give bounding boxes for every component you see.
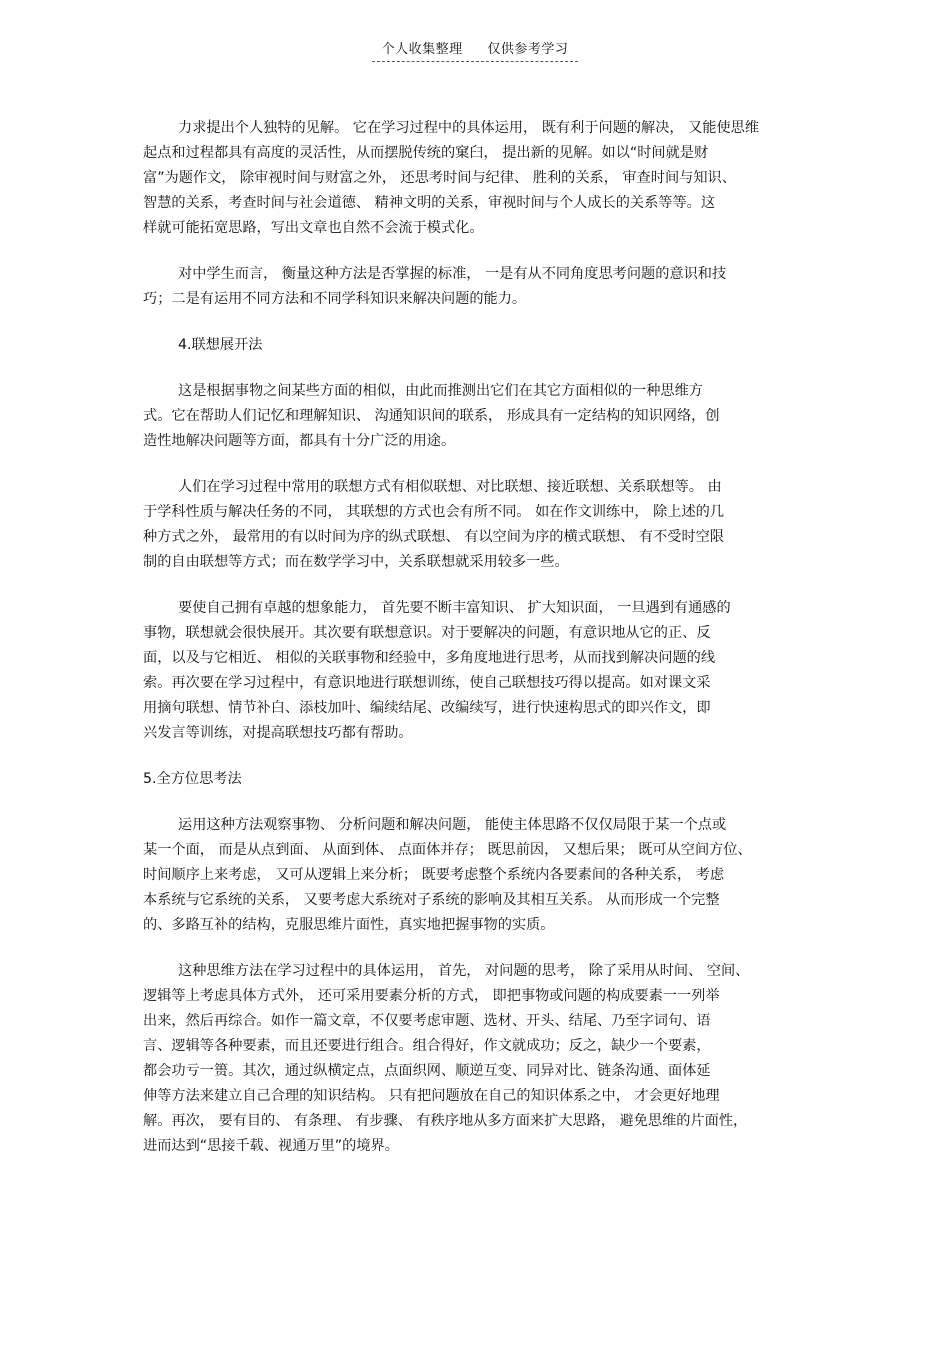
text-line: 这种思维方法在学习过程中的具体运用， 首先， 对问题的思考， 除了采用从时间、 空间、: [178, 963, 750, 979]
page-header: [0, 38, 950, 62]
paragraph-gap: [143, 241, 811, 262]
text-line: 对中学生而言， 衡量这种方法是否掌握的标准， 一是有从不同角度思考问题的意识和技: [178, 266, 727, 282]
text-line: 种方式之外， 最常用的有以时间为序的纵式联想、 有以空间为序的横式联想、 有不受时空限: [143, 529, 725, 545]
paragraph-gap: [143, 312, 811, 333]
text-line: 于学科性质与解决任务的不同， 其联想的方式也会有所不同。 如在作文训练中， 除上述的几: [143, 504, 725, 520]
text-line: 造性地解决问题等方面，都具有十分广泛的用途。: [143, 433, 456, 449]
section-heading: 5.全方位思考法: [143, 771, 242, 787]
text-line: 富”为题作文， 除审视时间与财富之外， 还思考时间与纪律、 胜利的关系， 审查时间与知识、: [143, 170, 736, 186]
text-line: 样就可能拓宽思路，写出文章也自然不会流于模式化。: [143, 220, 484, 236]
text-line: 逻辑等上考虑具体方式外， 还可采用要素分析的方式， 即把事物或问题的构成要素一一列举: [143, 988, 720, 1004]
paragraph-gap: [143, 575, 811, 596]
text-line: 时间顺序上来考虑， 又可从逻辑上来分析； 既要考虑整个系统内各要素间的各种关系， 考虑: [143, 867, 725, 883]
text-line: 面，以及与它相近、 相似的关联事物和经验中，多角度地进行思考，从而找到解决问题的线: [143, 650, 716, 666]
paragraph: [143, 596, 811, 746]
document-body: [143, 116, 811, 1159]
text-line: 言、逻辑等各种要素，而且还要进行组合。组合得好，作文就成功；反之，缺少一个要素，: [143, 1038, 711, 1054]
text-line: 兴发言等训练，对提高联想技巧都有帮助。: [143, 725, 413, 741]
text-line: 某一个面， 而是从点到面、 从面到体、 点面体并存； 既思前因， 又想后果； 既可从空间方位、: [143, 842, 752, 858]
paragraph: [143, 379, 811, 454]
paragraph-gap: [143, 746, 811, 767]
text-line: 智慧的关系，考查时间与社会道德、 精神文明的关系，审视时间与个人成长的关系等等。这: [143, 195, 716, 211]
text-line: 的、多路互补的结构，克服思维片面性，真实地把握事物的实质。: [143, 917, 555, 933]
text-line: 本系统与它系统的关系， 又要考虑大系统对子系统的影响及其相互关系。 从而形成一个完整: [143, 892, 720, 908]
text-line: 起点和过程都具有高度的灵活性，从而摆脱传统的窠臼， 提出新的见解。如以“时间就是财: [143, 145, 709, 161]
text-line: 进而达到“思接千载、视通万里”的境界。: [143, 1138, 399, 1154]
text-line: 用摘句联想、情节补白、添枝加叶、编续结尾、改编续写，进行快速构思式的即兴作文，即: [143, 700, 711, 716]
paragraph: [143, 116, 811, 241]
paragraph: [143, 262, 811, 312]
text-line: 巧；二是有运用不同方法和不同学科知识来解决问题的能力。: [143, 291, 527, 307]
text-line: 人们在学习过程中常用的联想方式有相似联想、对比联想、接近联想、关系联想等。 由: [178, 479, 722, 495]
header-right-text: 仅供参考学习: [487, 42, 569, 57]
text-line: 出来，然后再综合。如作一篇文章，不仅要考虑审题、选材、开头、结尾、乃至字词句、语: [143, 1013, 711, 1029]
text-line: 力求提出个人独特的见解。 它在学习过程中的具体运用， 既有利于问题的解决， 又能使思维: [178, 120, 760, 136]
paragraph: [143, 813, 811, 938]
paragraph-gap: [143, 454, 811, 475]
text-line: 索。再次要在学习过程中，有意识地进行联想训练，使自己联想技巧得以提高。如对课文采: [143, 675, 711, 691]
text-line: 式。它在帮助人们记忆和理解知识、 沟通知识间的联系， 形成具有一定结构的知识网络，创: [143, 408, 720, 424]
paragraph-gap: [143, 358, 811, 379]
text-line: 伸等方法来建立自己合理的知识结构。 只有把问题放在自己的知识体系之中， 才会更好地理: [143, 1088, 720, 1104]
text-line: 事物，联想就会很快展开。其次要有联想意识。对于要解决的问题，有意识地从它的正、反: [143, 625, 711, 641]
paragraph: [143, 959, 811, 1159]
paragraph: [143, 475, 811, 575]
text-line: 都会功亏一篑。其次，通过纵横定点，点面织网、顺逆互变、同异对比、链条沟通、面体延: [143, 1063, 711, 1079]
paragraph-gap: [143, 792, 811, 813]
text-line: 这是根据事物之间某些方面的相似，由此而推测出它们在其它方面相似的一种思维方: [178, 383, 703, 399]
text-line: 要使自己拥有卓越的想象能力， 首先要不断丰富知识、 扩大知识面， 一旦遇到有通感的: [178, 600, 731, 616]
text-line: 解。再次， 要有目的、 有条理、 有步骤、 有秩序地从多方面来扩大思路， 避免思维的片面性，: [143, 1113, 748, 1129]
paragraph-gap: [143, 938, 811, 959]
header-left-text: 个人收集整理: [381, 42, 463, 57]
text-line: 运用这种方法观察事物、 分析问题和解决问题， 能使主体思路不仅仅局限于某一个点或: [178, 817, 727, 833]
text-line: 制的自由联想等方式；而在数学学习中，关系联想就采用较多一些。: [143, 554, 569, 570]
section-heading: 4.联想展开法: [178, 337, 263, 353]
header-rule: [372, 38, 579, 62]
